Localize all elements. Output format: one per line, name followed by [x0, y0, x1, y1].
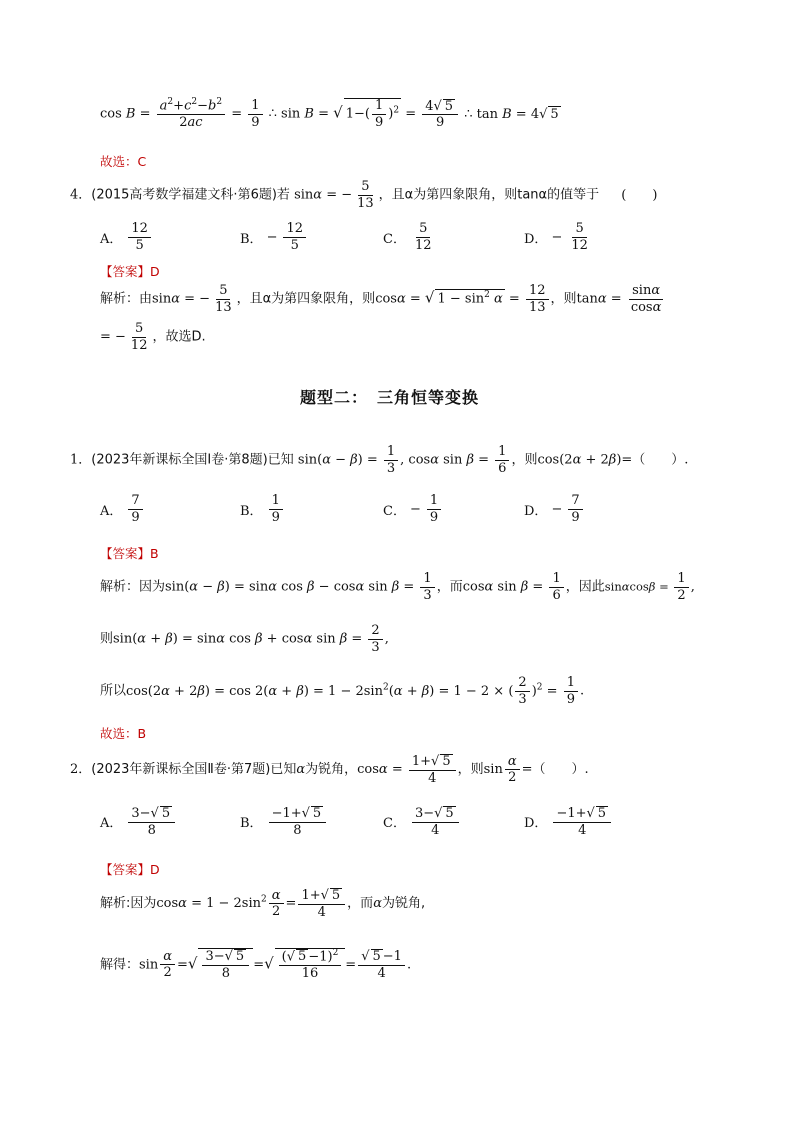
q1-so: 所以$\cos(2\alpha + 2\beta) = \cos 2(\alpha + \beta) = 1 - 2\sin^2(\alpha + \beta) = 1 - 2$ × ( $\frac{2}{3}$ )$^2$ = $\frac{1}{9}$ . [100, 675, 585, 707]
q4-answer: 【答案】D [100, 264, 160, 279]
q1-option-b[interactable]: B． $\frac{1}{9}$ [240, 494, 285, 524]
q1-then: 则sin(α + β) = sinα cos β + cosα sin β = $\frac{2}{3}$ , [100, 623, 389, 655]
q1-option-a[interactable]: A． $\frac{7}{9}$ [100, 494, 145, 524]
q1-choice: 故选：B [100, 726, 147, 741]
q4-option-c[interactable]: C． $\frac{5}{12}$ [383, 221, 432, 253]
q2-answer: 【答案】D [100, 862, 160, 877]
q1-option-c[interactable]: C． − $\frac{1}{9}$ [383, 494, 443, 524]
q4-stem: 4．(2015高考数学福建文科·第6题)若 sinα = − $\frac{5}{13}$ ，且α为第四象限角，则tanα的值等于 ( ) [70, 179, 658, 211]
q2-option-d[interactable]: D． $\frac{-1+√ 5}{4}$ [524, 806, 613, 837]
prev-formula: cos B = $\frac{a^2+c^2-b^2}{2ac}$ = $\frac{1}{9}$ ∴ sin B = √ 1−( $\frac{1}{9}$ )$^2$ = $\frac{4√ 5}{9}$ ∴ tan B = 4√ 5 [100, 97, 559, 131]
q2-stem: 2．(2023年新课标全国Ⅱ卷·第7题)已知α为锐角，cosα = $\frac{1+√ 5}{4}$ ，则sin $\frac{\alpha}{2}$ =（ ）. [70, 753, 589, 786]
q1-answer: 【答案】B [100, 546, 159, 561]
q4-source: (2015高考数学福建文科·第6题) [91, 187, 277, 203]
q2-option-b[interactable]: B． $\frac{-1+√ 5}{8}$ [240, 806, 328, 837]
q4-option-d[interactable]: D． − $\frac{5}{12}$ [524, 221, 588, 253]
prev-choice: 故选：C [100, 154, 147, 169]
q1-stem: 1．(2023年新课标全国Ⅰ卷·第8题)已知 sin(α − β) = $\frac{1}{3}$ , cosα sin β = $\frac{1}{6}$ ，则cos(2α + 2β)=（ ）. [70, 444, 689, 476]
q2-analysis: 解析:因为$\cos\alpha = 1 - 2\sin^2$ $\frac{\alpha}{2}$ = $\frac{1+√ 5}{4}$ ，而α为锐角, [100, 887, 426, 920]
q4-analysis: 解析：由sinα = − $\frac{5}{13}$ ，且α为第四象限角，则cosα = √ $1 - \sin^2 \alpha$ = $\frac{12}{13}$ ，则tanα = $\frac{\sin\alpha}{\cos\alpha}$ [100, 283, 662, 315]
q4-analysis-line2: = − $\frac{5}{12}$ ，故选D. [100, 321, 206, 353]
q2-option-a[interactable]: A． $\frac{3-√ 5}{8}$ [100, 806, 177, 837]
section-title: 题型二： 三角恒等变换 [300, 388, 480, 407]
q4-option-b[interactable]: B． − $\frac{12}{5}$ [240, 222, 308, 252]
q1-analysis: 解析：因为sin(α − β) = sinα cos β − cosα sin β = $\frac{1}{3}$ ，而cosα sin β = $\frac{1}{6}$ ，因此sinαcosβ = $\frac{1}{2}$ , [100, 571, 695, 603]
q2-solve: 解得：sin $\frac{\alpha}{2}$ =√ $\frac{3-√ 5}{8}$ =√ $\frac{(√ 5 -1)^2}{16}$ = $\frac{√ 5 -1}{4}$ . [100, 948, 412, 981]
q1-option-d[interactable]: D． − $\frac{7}{9}$ [524, 494, 585, 524]
q4-option-a[interactable]: A． $\frac{12}{5}$ [100, 222, 153, 252]
q4-number: 4． [70, 187, 92, 203]
q2-option-c[interactable]: C． $\frac{3-√ 5}{4}$ [383, 806, 461, 837]
